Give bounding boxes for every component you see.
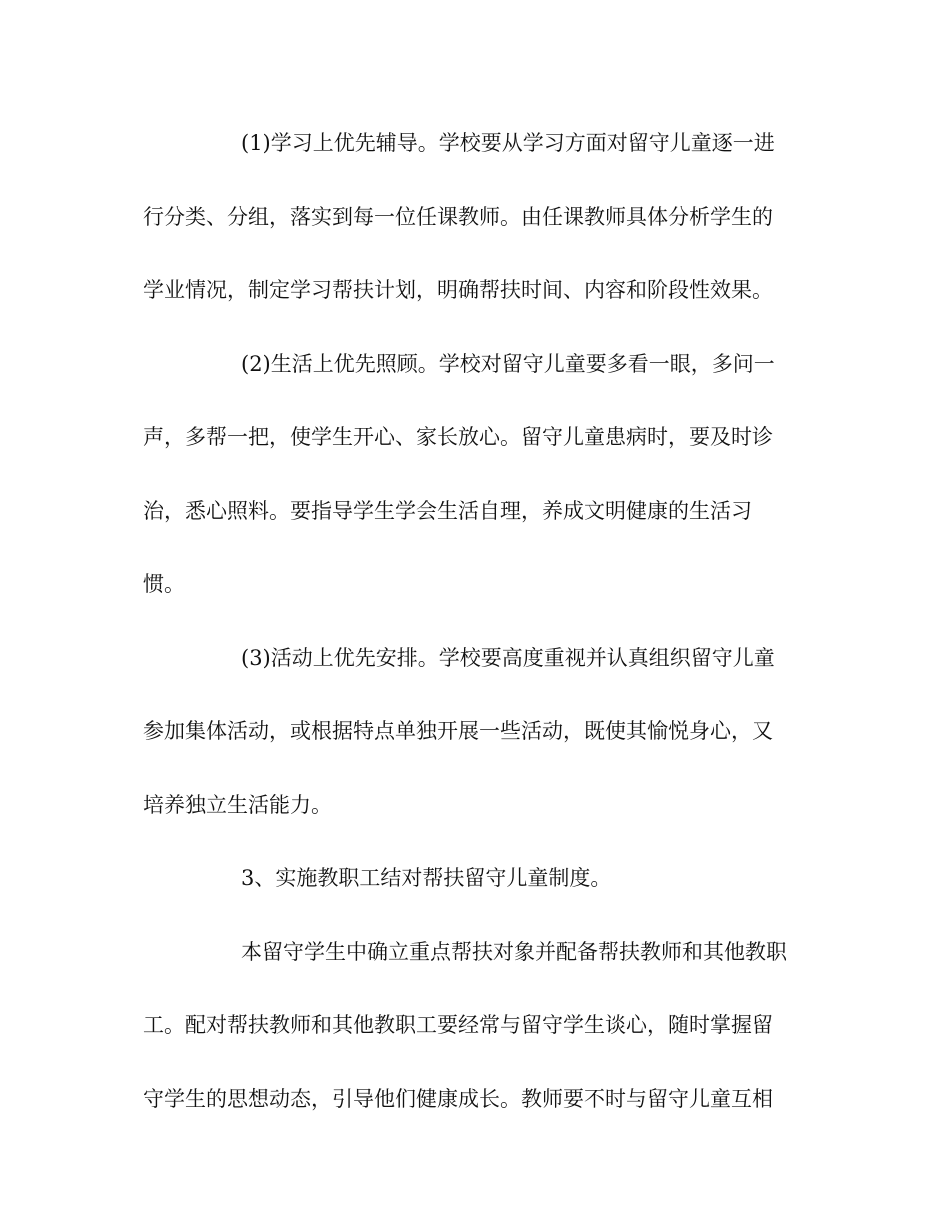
section-heading-3: 3、实施教职工结对帮扶留守儿童制度。 [241,866,612,890]
paragraph-2-line-2: 声，多帮一把，使学生开心、家长放心。留守儿童患病时，要及时诊 [143,425,773,449]
paragraph-2-line-3: 治，悉心照料。要指导学生学会生活自理，养成文明健康的生活习 [143,498,752,523]
paragraph-4-line-2: 工。配对帮扶教师和其他教职工要经常与留守学生谈心，随时掌握留 [143,1013,773,1037]
paragraph-3-line-3: 培养独立生活能力。 [143,792,332,817]
document-body [143,120,811,1149]
paragraph-3-line-1: (3)活动上优先安排。学校要高度重视并认真组织留守儿童 [241,645,775,670]
paragraph-4-line-3: 守学生的思想动态，引导他们健康成长。教师要不时与留守儿童互相 [143,1086,773,1111]
paragraph-4-line-1: 本留守学生中确立重点帮扶对象并配备帮扶教师和其他教职 [241,939,787,964]
paragraph-1-line-3: 学业情况，制定学习帮扶计划，明确帮扶时间、内容和阶段性效果。 [143,278,773,302]
paragraph-1-line-1: (1)学习上优先辅导。学校要从学习方面对留守儿童逐一进 [241,131,775,155]
paragraph-3-line-2: 参加集体活动，或根据特点单独开展一些活动，既使其愉悦身心，又 [143,719,773,743]
paragraph-1-line-2: 行分类、分组，落实到每一位任课教师。由任课教师具体分析学生的 [143,204,773,229]
paragraph-2-line-4: 惯。 [143,572,185,596]
paragraph-2-line-1: (2)生活上优先照顾。学校对留守儿童要多看一眼，多问一 [241,351,775,376]
